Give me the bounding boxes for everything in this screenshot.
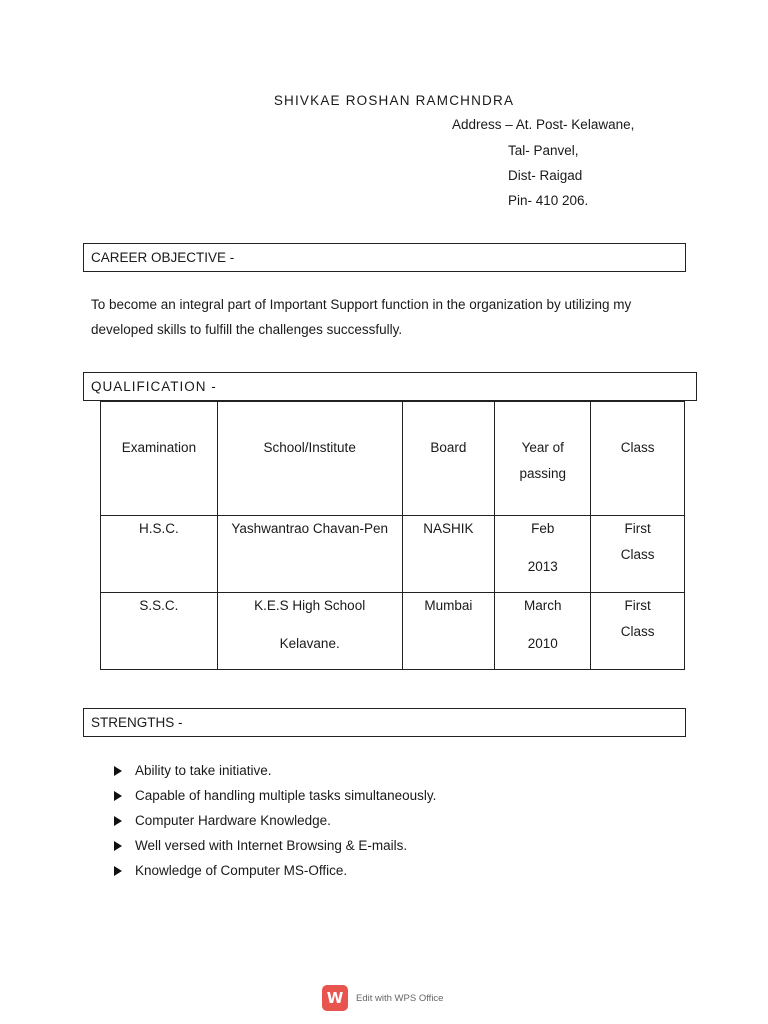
strengths-list (114, 758, 436, 883)
list-item: Knowledge of Computer MS-Office. (114, 858, 436, 883)
table-cell: Feb 2013 (495, 516, 591, 593)
wps-logo-icon[interactable]: W (322, 985, 348, 1011)
edit-with-wps-link[interactable]: Edit with WPS Office (356, 992, 444, 1004)
qualification-label: QUALIFICATION - (91, 379, 217, 394)
list-item: Well versed with Internet Browsing & E-mails. (114, 833, 436, 858)
qualification-table (100, 401, 685, 670)
table-cell: Yashwantrao Chavan-Pen (217, 516, 402, 593)
header-cell: Examination (101, 402, 218, 516)
table-cell: First Class (591, 593, 685, 670)
table-cell: NASHIK (402, 516, 495, 593)
header-cell: Year of passing (495, 402, 591, 516)
header-cell: Class (591, 402, 685, 516)
arrow-bullet-icon (114, 841, 122, 851)
strengths-label: STRENGTHS - (91, 715, 183, 730)
table-cell: Mumbai (402, 593, 495, 670)
table-cell: H.S.C. (101, 516, 218, 593)
list-item: Ability to take initiative. (114, 758, 436, 783)
table-row (101, 593, 685, 670)
list-item: Computer Hardware Knowledge. (114, 808, 436, 833)
table-header-row (101, 402, 685, 516)
address-line-3: Dist- Raigad (508, 168, 583, 183)
career-objective-heading (83, 243, 686, 272)
career-objective-label: CAREER OBJECTIVE - (91, 250, 235, 265)
table-cell: K.E.S High School Kelavane. (217, 593, 402, 670)
table-cell: S.S.C. (101, 593, 218, 670)
list-item: Capable of handling multiple tasks simultaneously. (114, 783, 436, 808)
header-cell: School/Institute (217, 402, 402, 516)
arrow-bullet-icon (114, 866, 122, 876)
table-row (101, 516, 685, 593)
candidate-name: SHIVKAE ROSHAN RAMCHNDRA (273, 93, 515, 108)
table-cell: First Class (591, 516, 685, 593)
career-objective-text-2: developed skills to fulfill the challenges successfully. (91, 322, 403, 337)
career-objective-text-1: To become an integral part of Important Support function in the organization by utilizing my (91, 297, 632, 312)
address-line-2: Tal- Panvel, (508, 143, 579, 158)
wps-watermark[interactable] (322, 985, 443, 1011)
address-line-1: Address – At. Post- Kelawane, (452, 117, 635, 132)
qualification-heading (83, 372, 697, 401)
arrow-bullet-icon (114, 816, 122, 826)
table-cell: March 2010 (495, 593, 591, 670)
arrow-bullet-icon (114, 791, 122, 801)
address-line-4: Pin- 410 206. (508, 193, 589, 208)
header-cell: Board (402, 402, 495, 516)
strengths-heading (83, 708, 686, 737)
arrow-bullet-icon (114, 766, 122, 776)
